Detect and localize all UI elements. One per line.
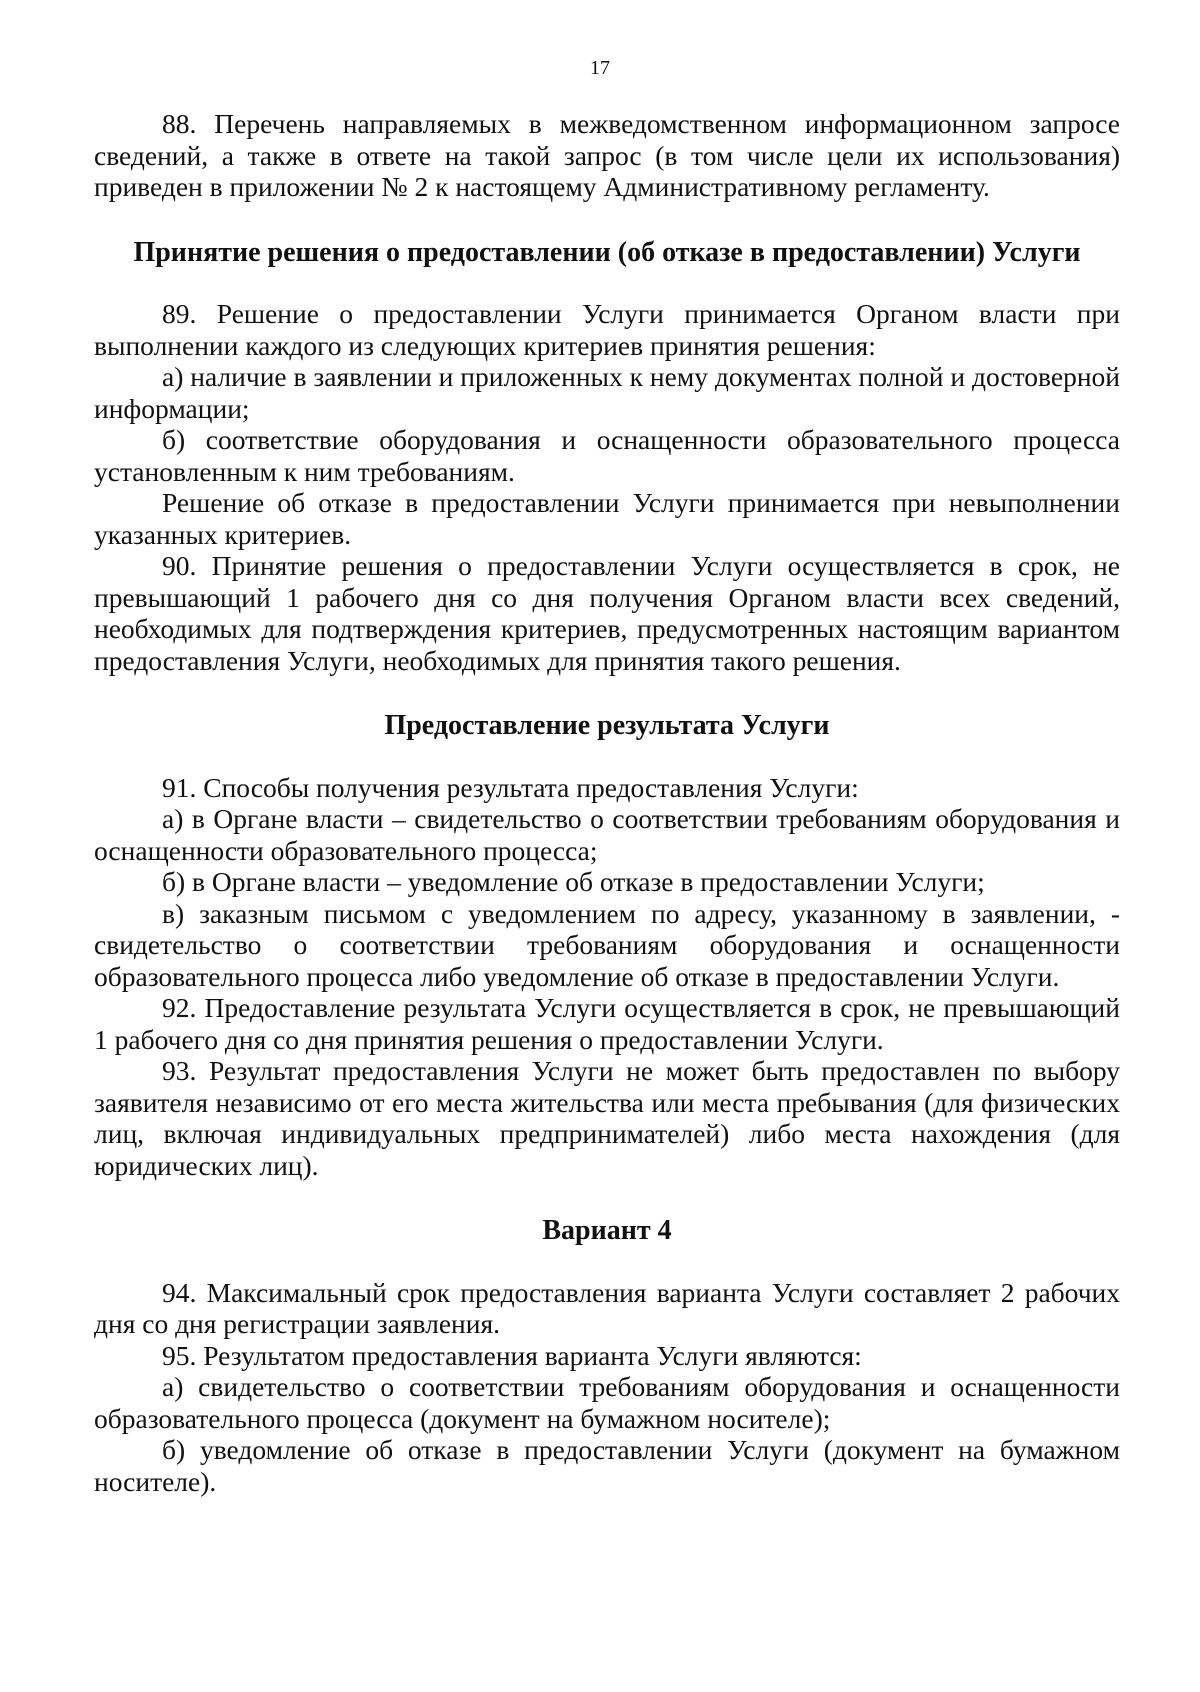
section-heading-variant-4: Вариант 4 [542,1215,672,1246]
paragraph-91: 91. Способы получения результата предоставления Услуги: [162,771,859,803]
paragraph-89: 89. Решение о предоставлении Услуги принимается Органом власти при выполнении каждого из следующих критериев принятия решения: [94,298,1120,361]
paragraph-92: 92. Предоставление результата Услуги осуществляется в срок, не превышающий 1 рабочего дня со дня принятия решения о предоставлении Услуги. [94,992,1120,1055]
paragraph-95: 95. Результатом предоставления варианта Услуги являются: [162,1339,862,1371]
paragraph-94: 94. Максимальный срок предоставления варианта Услуги составляет 2 рабочих дня со дня регистрации заявления. [94,1276,1120,1339]
paragraph-89-refusal: Решение об отказе в предоставлении Услуги принимается при невыполнении указанных критериев. [94,487,1120,550]
paragraph-90: 90. Принятие решения о предоставлении Услуги осуществляется в срок, не превышающий 1 рабочего дня со дня получения Органом власти всех сведений, необходимых для подтверждения критериев, предусмотренных настоящим вариантом предоставления Услуги, необходимых для принятия такого решения. [94,550,1120,676]
section-heading-result: Предоставление результата Услуги [384,710,830,741]
paragraph-88: 88. Перечень направляемых в межведомственном информационном запросе сведений, а также в ответе на такой запрос (в том числе цели их использования) приведен в приложении № 2 к настоящему Административному регламенту. [94,108,1120,202]
paragraph-95-item-b: б) уведомление об отказе в предоставлении Услуги (документ на бумажном носителе). [94,1434,1120,1497]
document-body [94,108,1120,1497]
paragraph-91-item-b: б) в Органе власти – уведомление об отказе в предоставлении Услуги; [162,866,985,897]
page-number: 17 [590,57,610,79]
paragraph-91-item-v: в) заказным письмом с уведомлением по адресу, указанному в заявлении, - свидетельство о соответствии требованиям оборудования и оснащенности образовательного процесса либо уведомление об отказе в предоставлении Услуги. [94,897,1120,992]
paragraph-95-item-a: а) свидетельство о соответствии требованиям оборудования и оснащенности образовательного процесса (документ на бумажном носителе); [94,1371,1120,1434]
section-heading-decision: Принятие решения о предоставлении (об отказе в предоставлении) Услуги [133,236,1081,268]
paragraph-89-item-a: а) наличие в заявлении и приложенных к нему документах полной и достоверной информации; [94,361,1120,424]
paragraph-89-item-b: б) соответствие оборудования и оснащенности образовательного процесса установленным к ним требованиям. [94,424,1120,487]
paragraph-91-item-a: а) в Органе власти – свидетельство о соответствии требованиям оборудования и оснащенности образовательного процесса; [94,803,1120,866]
paragraph-93: 93. Результат предоставления Услуги не может быть предоставлен по выбору заявителя независимо от его места жительства или места пребывания (для физических лиц, включая индивидуальных предпринимателей) либо места нахождения (для юридических лиц). [94,1055,1120,1181]
